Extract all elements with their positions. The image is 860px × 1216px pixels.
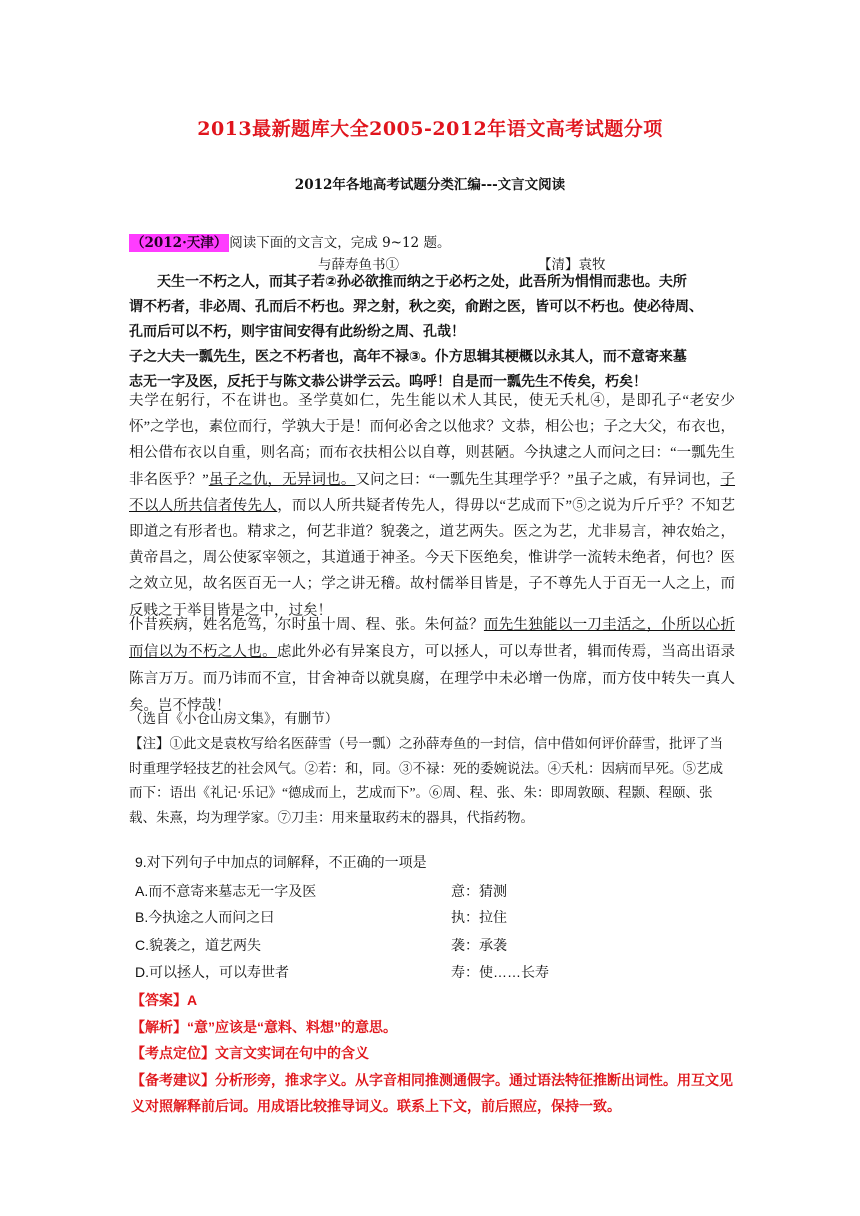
passage-paragraph-1 <box>129 270 735 395</box>
page-subtitle: 2012年各地高考试题分类汇编---文言文阅读 <box>294 177 566 193</box>
passage-line: 天生一不朽之人，而其子若②孙必欲推而纳之于必朽之处，此吾所为悁悁而悲也。夫所 <box>129 274 687 290</box>
passage-text: 虑此外必有异案良方，可以拯人，可以寿世者，辑而传焉，当高出语录陈言万万。而乃讳而不宣，甘舍神奇以就臭腐，在理学中未必增一伪席，而方伎中转失一真人矣。岂不悖哉！ <box>129 644 735 714</box>
passage-line: 子之大夫一瓢先生，医之不朽者也，高年不禄③。仆方思辑其梗概以永其人，而不意寄来墓 <box>129 349 687 365</box>
letter-title: 与薛寿鱼书① <box>318 257 399 273</box>
advice-label: 【备考建议】 <box>131 1071 215 1088</box>
point-label: 【考点定位】 <box>131 1045 215 1061</box>
passage-text: 夫学在躬行，不在讲也。圣学莫如仁，先生能以术人其民，使无夭札④，是即孔子“老安少怀”之学也，素位而行，学孰大于是！而何必舍之以他求？文恭，相公也；子之大父，布衣也，相公借布衣以自重，则名高；而布衣扶相公以自尊，则甚陋。今执逮之人而问之曰：“一瓢先生非名医乎？” <box>129 393 735 488</box>
answer-block <box>131 987 743 1120</box>
option-a-sentence: A.而不意寄来墓志无一字及医 <box>135 883 317 899</box>
answer-line <box>131 987 743 1014</box>
passage-paragraph-2 <box>129 388 735 624</box>
option-d-sentence: D.可以拯人，可以寿世者 <box>135 964 289 980</box>
passage-text: 又问之曰：“一瓢先生其理学乎？”虽子之戚，有异词也， <box>355 471 721 488</box>
question-stem: 9.对下列句子中加点的词解释，不正确的一项是 <box>135 854 427 870</box>
question-intro <box>129 231 450 251</box>
advice-line <box>131 1067 743 1120</box>
annotation-notes: 【注】①此文是袁枚写给名医薛雪（号一瓢）之孙薛寿鱼的一封信，信中借如何评价薛雪，批评了当时重理学轻技艺的社会风气。②若：和，同。③不禄：死的委婉说法。④夭札：因病而早死。⑤艺成而下：语出《礼记·乐记》“德成而上，艺成而下”。⑥周、程、张、朱：即周敦颐、程颢、程颐、张载、朱熹，均为理学家。⑦刀圭：用来量取药末的器具，代指药物。 <box>129 736 723 825</box>
answer-label: 【答案】 <box>131 992 187 1008</box>
option-b-explain: 执：拉住 <box>451 909 507 925</box>
option-c-explain: 袭：承袭 <box>451 937 507 953</box>
point-line <box>131 1040 743 1067</box>
option-a-explain: 意：猜测 <box>451 883 507 899</box>
analysis-value: “意”应该是“意料、料想”的意思。 <box>187 1018 397 1035</box>
answer-value: A <box>187 992 198 1008</box>
passage-line: 孔而后可以不朽，则宇宙间安得有此纷纷之周、孔哉！ <box>129 324 465 340</box>
analysis-label: 【解析】 <box>131 1018 187 1035</box>
underlined-sentence: 子不以人所共信者传先人 <box>129 471 736 514</box>
source-tag: （2012·天津） <box>131 235 228 251</box>
letter-author: 【清】袁牧 <box>538 257 606 273</box>
page-title: 2013最新题库大全2005-2012年语文高考试题分项 <box>197 118 663 140</box>
passage-line: 谓不朽者，非必周、孔而后不朽也。羿之射，秋之奕，俞跗之医，皆可以不朽也。使必待周、 <box>129 299 703 315</box>
option-d-explain: 寿：使……长寿 <box>451 964 549 980</box>
underlined-sentence: 而先生独能以一刀圭活之，仆所以心折而信以为不朽之人也。 <box>129 617 736 660</box>
passage-text: 仆昔疾病，姓名危笃，尔时虽十周、程、张。朱何益？ <box>129 617 484 633</box>
passage-line: 志无一字及医，反托于与陈文恭公讲学云云。呜呼！自是而一瓢先生不传矣，朽矣！ <box>129 374 647 390</box>
underlined-sentence: 虽子之仇，无异词也。 <box>208 471 356 488</box>
option-b-sentence: B.今执途之人而问之曰 <box>135 909 275 925</box>
option-c-sentence: C.貌袭之，道艺两失 <box>135 937 261 953</box>
passage-text: ，而以人所共疑者传先人，得毋以“艺成而下”⑤之说为斤斤乎？不知艺即道之有形者也。精求之，何艺非道？貌袭之，道艺两失。医之为艺，尤非易言，神农始之，黄帝昌之，周公使冢宰领之，其道通于神圣。今天下医绝矣，惟讲学一流转未绝者，何也？医之效立见，故名医百无一人；学之讲无稽。故村儒举目皆是，子不尊先人于百无一人之上，而反贱之于举目皆是之中，过矣！ <box>129 497 735 619</box>
analysis-line <box>131 1014 743 1041</box>
intro-text: 阅读下面的文言文，完成 9~12 题。 <box>229 235 451 251</box>
passage-paragraph-3 <box>129 612 735 720</box>
passage-source: （选自《小仓山房文集》，有删节） <box>129 711 339 726</box>
advice-value: 分析形旁，推求字义。从字音相同推测通假字。通过语法特征推断出词性。用互文见义对照解释前后词。用成语比较推导词义。联系上下文，前后照应，保持一致。 <box>131 1071 733 1114</box>
point-value: 文言文实词在句中的含义 <box>215 1045 369 1061</box>
